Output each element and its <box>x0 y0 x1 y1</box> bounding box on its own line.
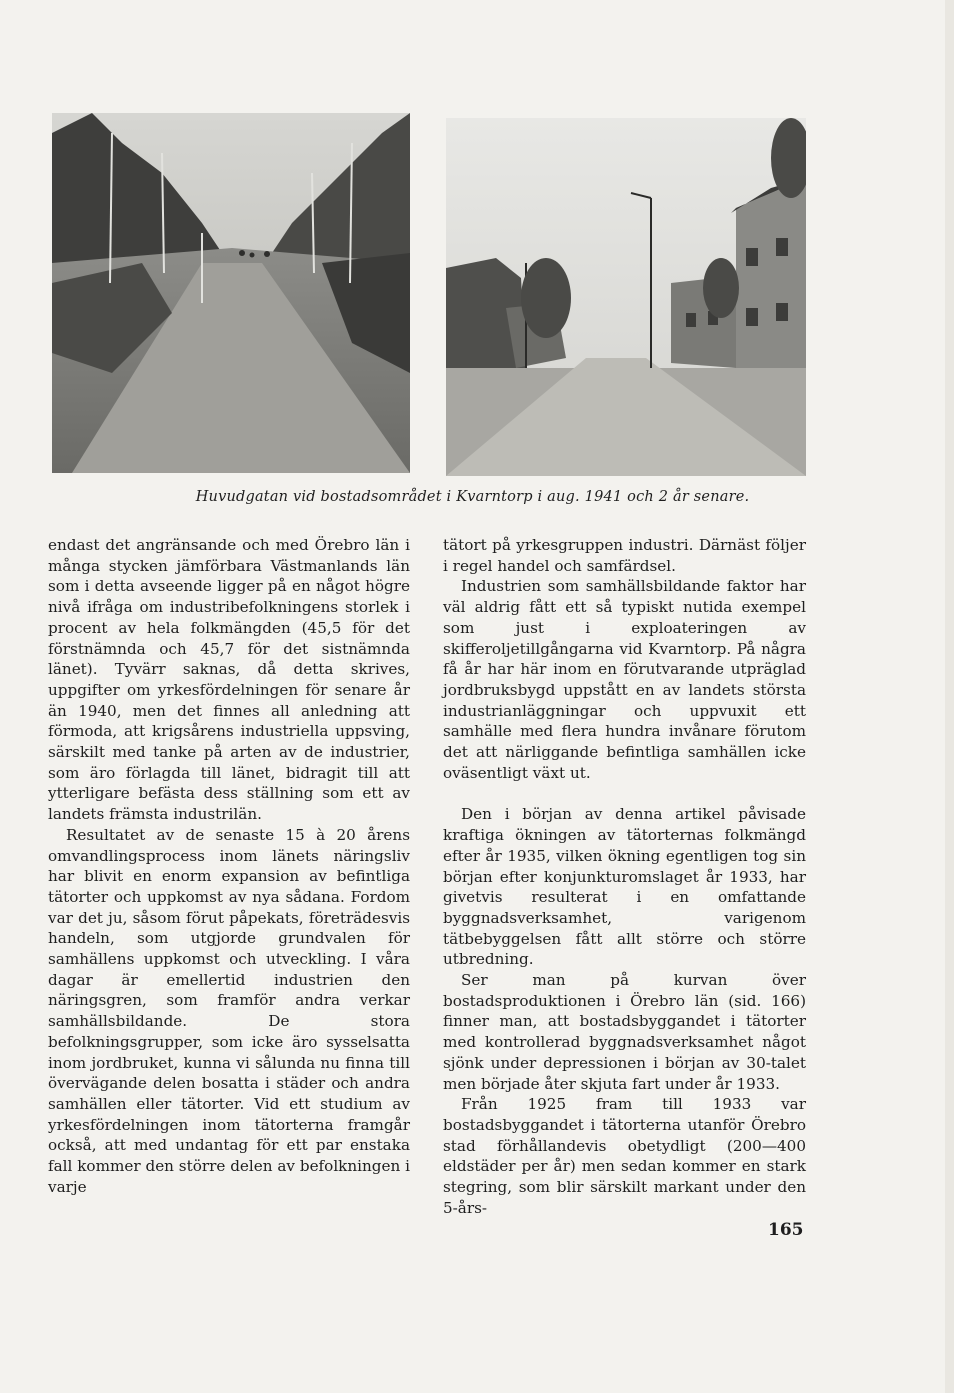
village-street-photo <box>446 118 806 476</box>
right-text-column <box>443 535 806 1219</box>
paragraph: tätort på yrkesgruppen industri. Därnäst följer i regel handel och samfärdsel. <box>443 536 806 575</box>
page-number: 165 <box>768 1220 804 1240</box>
forest-road-photo <box>52 113 410 473</box>
paragraph: Industrien som samhällsbildande faktor har väl aldrig fått ett så typiskt nutida exempel som just i exploateringen av skifferoljetillgångarna vid Kvarntorp. På några få år har här inom en förutvarande utpräglad jordbruksbygd uppstått en av landets största industrianläggningar och uppvuxit ett samhälle med flera hundra invånare förutom det att närliggande befintliga samhällen icke oväsentligt växt ut. <box>443 577 806 782</box>
paragraph: Ser man på kurvan över bostadsproduktionen i Örebro län (sid. 166) finner man, att bostadsbyggandet i tätorter med kontrollerad byggnadsverksamhet något sjönk under depressionen i början av 30-talet men började åter skjuta fart under år 1933. <box>443 971 806 1093</box>
paragraph: Från 1925 fram till 1933 var bostadsbyggandet i tätorterna utanför Örebro stad förhållandevis obetydligt (200—400 eldstäder per år) men sedan kommer en stark stegring, som blir särskilt markant under den 5-års- <box>443 1095 806 1217</box>
paragraph: endast det angränsande och med Örebro län i många stycken jämförbara Västmanlands län som i detta avseende ligger på en något högre nivå ifråga om industribefolkningens storlek i procent av hela folkmängden (45,5 för det förstnämnda och 45,7 för det sistnämnda länet). Tyvärr saknas, då detta skrives, uppgifter om yrkesfördelningen för senare år än 1940, men det finnes all anledning att förmoda, att krigsårens industriella uppsving, särskilt med tanke på arten av de industrier, som äro förlagda till länet, bidragit till att ytterligare befästa dess ställning som ett av landets främsta industrilän. <box>48 536 410 824</box>
paragraph: Resultatet av de senaste 15 à 20 årens omvandlingsprocess inom länets näringsliv har blivit en enorm expansion av befintliga tätorter och uppkomst av nya sådana. Fordom var det ju, såsom förut påpekats, företrädesvis handeln, som utgjorde grundvalen för samhällens uppkomst och utveckling. I våra dagar är emellertid industrien den näringsgren, som framför andra verkar samhällsbildande. De stora befolkningsgrupper, som icke äro sysselsatta inom jordbruket, kunna vi sålunda nu finna till övervägande delen bosatta i städer och andra samhällen eller tätorter. Vid ett studium av yrkesfördelningen inom tätorterna framgår också, att med undantag för ett par enstaka fall kommer den större delen av befolkningen i varje <box>48 825 410 1196</box>
left-text-column <box>48 535 410 1198</box>
figure-caption: Huvudgatan vid bostadsområdet i Kvarntorp i aug. 1941 och 2 år senare. <box>195 489 750 505</box>
paragraph: Den i början av denna artikel påvisade kraftiga ökningen av tätorternas folkmängd efter år 1935, vilken ökning egentligen tog sin början efter konjunkturomslaget år 1933, har givetvis resulterat i en omfattande byggnadsverksamhet, varigenom tätbebyggelsen fått allt större och större utbredning. <box>443 805 806 969</box>
